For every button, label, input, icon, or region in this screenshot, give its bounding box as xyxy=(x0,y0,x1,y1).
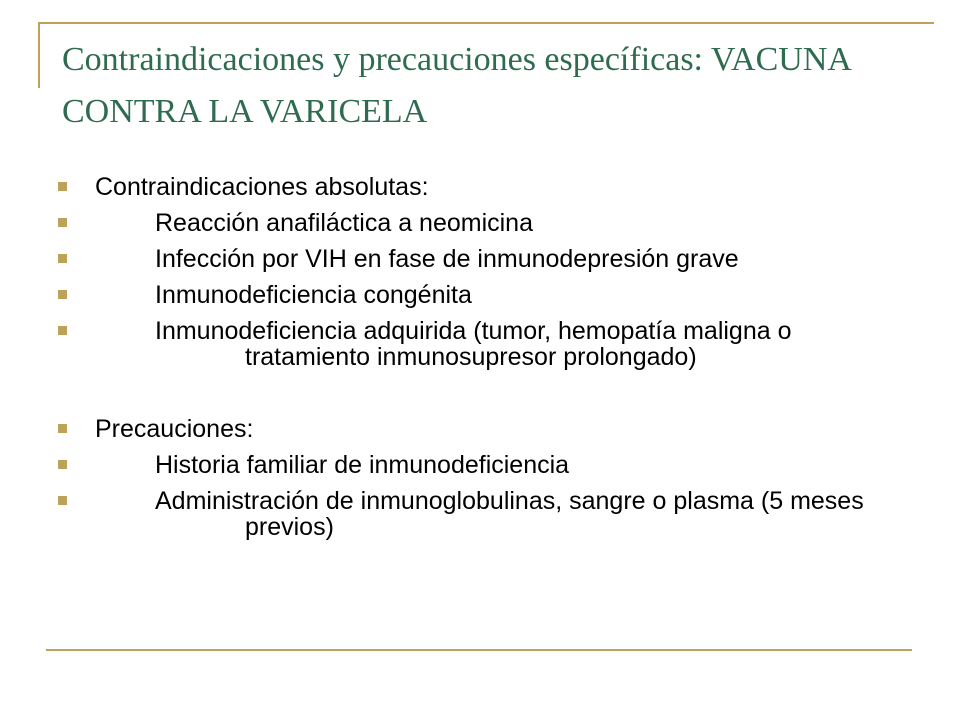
square-bullet-icon xyxy=(58,182,67,191)
title-side-divider xyxy=(38,22,40,88)
bullet-item xyxy=(58,246,918,272)
bottom-divider xyxy=(46,649,912,651)
bullet-text: Administración de inmunoglobulinas, sangre o plasma (5 meses previos) xyxy=(155,487,864,541)
bullet-item xyxy=(58,452,918,478)
bullet-item xyxy=(58,282,918,308)
square-bullet-icon xyxy=(58,460,67,469)
bullet-item xyxy=(58,174,918,200)
bullet-text: Historia familiar de inmunodeficiencia xyxy=(155,451,570,479)
square-bullet-icon xyxy=(58,290,67,299)
slide-title: Contraindicaciones y precauciones específicas: VACUNA CONTRA LA VARICELA xyxy=(62,41,851,130)
square-bullet-icon xyxy=(58,496,67,505)
bullet-item xyxy=(58,416,918,442)
bullet-text: Inmunodeficiencia adquirida (tumor, hemopatía maligna o tratamiento inmunosupresor prolongado) xyxy=(155,317,792,371)
bullet-item xyxy=(58,488,918,540)
bullet-item xyxy=(58,210,918,236)
bullet-item xyxy=(58,318,918,370)
bullet-text: Contraindicaciones absolutas: xyxy=(95,173,429,201)
bullet-text: Infección por VIH en fase de inmunodepresión grave xyxy=(155,245,739,273)
bullet-text: Reacción anafiláctica a neomicina xyxy=(155,209,533,237)
square-bullet-icon xyxy=(58,254,67,263)
square-bullet-icon xyxy=(58,326,67,335)
bullet-text: Precauciones: xyxy=(95,415,254,443)
bullet-list xyxy=(58,174,918,550)
top-divider xyxy=(38,22,934,24)
square-bullet-icon xyxy=(58,218,67,227)
bullet-text: Inmunodeficiencia congénita xyxy=(155,281,472,309)
square-bullet-icon xyxy=(58,424,67,433)
